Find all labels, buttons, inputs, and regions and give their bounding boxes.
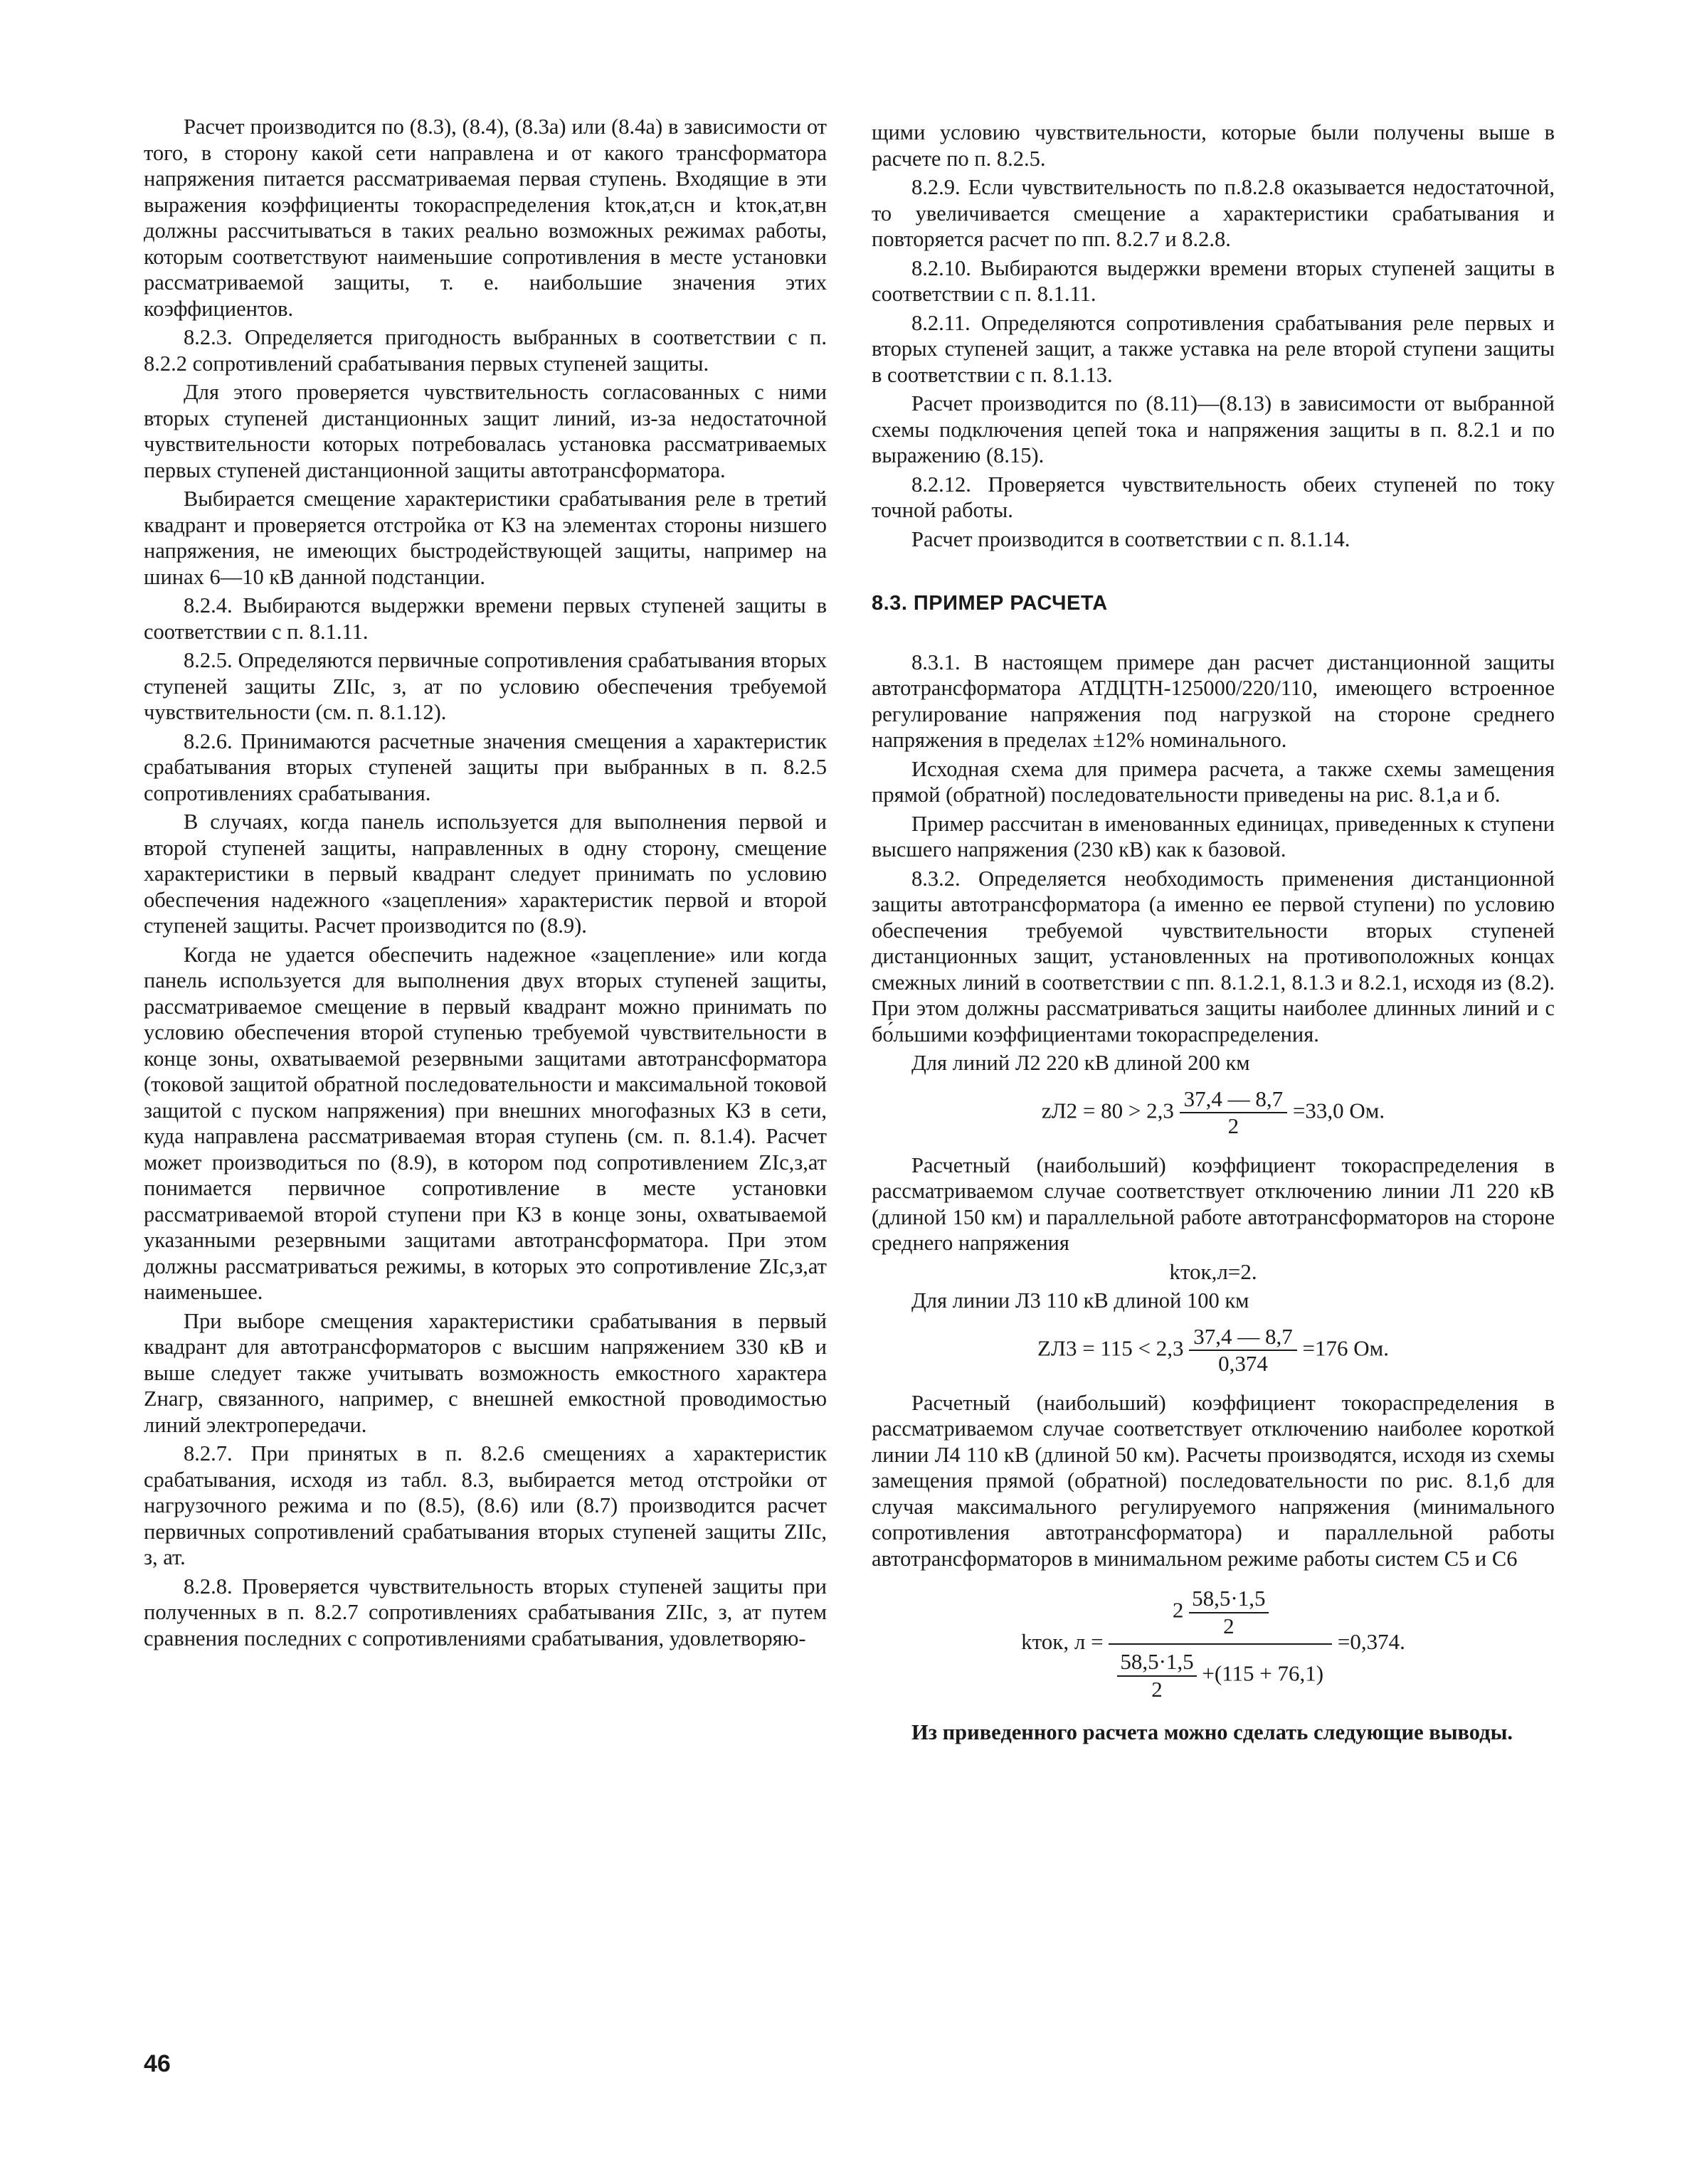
paragraph-l1: Расчет производится по (8.3), (8.4), (8.3а) или (8.4а) в зависимости от того, в сторону какой сети направлена и от какого трансформатора напряжения питается рассматриваемая первая ступень. Входящие в эти выражения коэффициенты токораспределения kток,ат,сн и kток,ат,вн должны рассчитываться в таких реально возможных режимах работы, которым соответствуют наименьшие сопротивления в месте установки рассматриваемой защиты, т. е. наибольшие значения этих коэффициентов.: [144, 115, 827, 321]
formula-zl3: [872, 1324, 1555, 1377]
paragraph-r14: Расчетный (наибольший) коэффициент токораспределения в рассматриваемом случае соответствует отключению наиболее короткой линии Л4 110 кВ (длиной 50 км). Расчеты производятся, исходя из схемы замещения прямой (обратной) последовательности по рис. 8.1,б для случая максимального регулируемого напряжения (минимального сопротивления автотрансформатора) и параллельной работы автотрансформаторов в минимальном режиме работы систем С5 и С6: [872, 1390, 1555, 1571]
paragraph-r5: Расчет производится по (8.11)—(8.13) в зависимости от выбранной схемы подключения цепей тока и напряжения защиты в п. 8.2.1 и по выражению (8.15).: [872, 391, 1555, 467]
right-paragraphs-mid: [872, 1152, 1555, 1256]
formula-k-top-den: 2: [1223, 1613, 1235, 1638]
formula-k-denominator: [1109, 1645, 1332, 1702]
paragraph-r12: Для линий Л2 220 кВ длиной 200 км: [911, 1051, 1250, 1075]
paragraph-l12: 8.2.8. Проверяется чувствительность вторых ступеней защиты при полученных в п. 8.2.7 сопротивлениях срабатывания ZIIс, з, ат путем сравнения последних с сопротивлениями срабатывания, удовлетворяю-: [144, 1574, 827, 1650]
line-l3-caption: Для линии Л3 110 кВ длиной 100 км: [911, 1288, 1249, 1313]
formula-zl3-fraction: [1189, 1324, 1297, 1377]
formula-k-bot-add: +(115 + 76,1): [1202, 1660, 1324, 1686]
paragraph-r2: 8.2.9. Если чувствительность по п.8.2.8 оказывается недостаточной, то увеличивается смещение a характеристики срабатывания и повторяется расчет по пп. 8.2.7 и 8.2.8.: [872, 175, 1555, 251]
paragraph-r4: 8.2.11. Определяются сопротивления срабатывания реле первых и вторых ступеней защит, а также уставка на реле второй ступени защиты в соответствии с п. 8.1.13.: [872, 310, 1555, 387]
formula-k-rhs: =0,374.: [1337, 1629, 1405, 1655]
paragraph-l11: 8.2.7. При принятых в п. 8.2.6 смещениях a характеристик срабатывания, исходя из табл. 8.3, выбирается метод отстройки от нагрузочного режима и по (8.5), (8.6) или (8.7) производится расчет первичных сопротивлений срабатывания вторых ступеней защиты ZIIс, з, ат.: [144, 1441, 827, 1569]
right-column: [872, 120, 1555, 1749]
paragraph-l2: 8.2.3. Определяется пригодность выбранных в соответствии с п. 8.2.2 сопротивлений срабатывания первых ступеней защиты.: [144, 325, 827, 376]
paragraph-l5: 8.2.4. Выбираются выдержки времени первых ступеней защиты в соответствии с п. 8.1.11.: [144, 593, 827, 644]
formula-k-coef: 2: [1172, 1597, 1184, 1623]
formula-k-top-fraction: [1189, 1586, 1268, 1639]
paragraph-r7: Расчет производится в соответствии с п. 8.1.14.: [911, 526, 1350, 551]
right-paragraphs-low: [872, 1390, 1555, 1572]
formula-k-lhs: kток, л =: [1021, 1629, 1104, 1655]
formula-zl2: [872, 1086, 1555, 1140]
formula-zl3-lhs: ZЛ3 = 115 < 2,3: [1037, 1335, 1184, 1361]
paragraph-r10: Пример рассчитан в именованных единицах, приведенных к ступени высшего напряжения (230 кВ) как к базовой.: [872, 811, 1555, 862]
paragraph-r3: 8.2.10. Выбираются выдержки времени вторых ступеней защиты в соответствии с п. 8.1.11.: [872, 255, 1555, 306]
paragraph-r13: Расчетный (наибольший) коэффициент токораспределения в рассматриваемом случае соответствует отключению линии Л1 220 кВ (длиной 150 км) и параллельной работе автотрансформаторов на стороне среднего напряжения: [872, 1152, 1555, 1255]
page-number: 46: [144, 2050, 171, 2077]
formula-zl3-denominator: 0,374: [1218, 1351, 1268, 1376]
formula-k-bot-fraction: [1117, 1649, 1196, 1702]
formula-k-bot-num: 58,5·1,5: [1117, 1649, 1196, 1677]
paragraph-r9: Исходная схема для примера расчета, а также схемы замещения прямой (обратной) последовательности приведены на рис. 8.1,а и б.: [872, 756, 1555, 807]
paragraph-l9: Когда не удается обеспечить надежное «зацепление» или когда панель используется для выполнения двух вторых ступеней защиты, рассматриваемое смещение в первый квадрант можно принимать по условию обеспечения второй ступенью требуемой чувствительности в конце зоны, охватываемой резервными защитами автотрансформатора (токовой защитой обратной последовательности и максимальной токовой защитой с пуском напряжения) при внешних многофазных КЗ в сети, куда направлена рассматриваемая вторая ступень (см. п. 8.1.4). Расчет может производиться по (8.9), в котором под сопротивлением ZIс,з,ат понимается первичное сопротивление в месте установки рассматриваемой второй ступени при КЗ в конце зоны, охватываемой указанными резервными защитами автотрансформатора. При этом должны рассматриваться режимы, в которых это сопротивление ZIс,з,ат наименьшее.: [144, 942, 827, 1304]
right-paragraphs-intro: [872, 650, 1555, 1076]
right-paragraphs-top: [872, 120, 1555, 552]
formula-k-bot-den: 2: [1151, 1676, 1163, 1702]
conclusion-line: Из приведенного расчета можно сделать следующие выводы.: [911, 1720, 1513, 1744]
paragraph-l7: 8.2.6. Принимаются расчетные значения смещения a характеристик срабатывания вторых ступеней защиты при выбранных в п. 8.2.5 сопротивлениях срабатывания.: [144, 728, 827, 805]
paragraph-l8: В случаях, когда панель используется для выполнения первой и второй ступеней защиты, направленных в одну сторону, смещение характеристики в первый квадрант следует принимать по условию обеспечения надежного «зацепления» характеристик первой и второй ступеней защиты. Расчет производится по (8.9).: [144, 810, 827, 938]
paragraph-l3: Для этого проверяется чувствительность согласованных с ними вторых ступеней дистанционных защит линий, из-за недостаточной чувствительности которых потребовалась установка рассматриваемых первых ступеней дистанционной защиты автотрансформатора.: [144, 380, 827, 482]
paragraph-r8: 8.3.1. В настоящем примере дан расчет дистанционной защиты автотрансформатора АТДЦТН-125000/220/110, имеющего встроенное регулирование напряжения под нагрузкой на стороне среднего напряжения в пределах ±12% номинального.: [872, 650, 1555, 752]
paragraph-r11: 8.3.2. Определяется необходимость применения дистанционной защиты автотрансформатора (а именно ее первой ступени) по условию обеспечения требуемой чувствительности вторых ступеней дистанционных защит, установленных на противоположных концах смежных линий в соответствии с пп. 8.1.2.1, 8.1.3 и 8.2.1, исходя из (8.2). При этом должны рассматриваться защиты наиболее длинных линий и с бо́льшими коэффициентами токораспределения.: [872, 866, 1555, 1046]
formula-zl3-rhs: =176 Ом.: [1302, 1335, 1390, 1361]
formula-zl2-lhs: zЛ2 = 80 > 2,3: [1041, 1098, 1174, 1123]
paragraph-l4: Выбирается смещение характеристики срабатывания реле в третий квадрант и проверяется отстройка от КЗ на элементах стороны низшего напряжения, не имеющих быстродействующей защиты, например на шинах 6—10 кВ данной подстанции.: [144, 487, 827, 589]
formula-k-tok: kток,л=2.: [1169, 1258, 1257, 1284]
formula-k-numerator: [1109, 1586, 1332, 1645]
paragraph-l10: При выборе смещения характеристики срабатывания в первый квадрант для автотрансформаторов с высшим напряжением 330 кВ и выше следует также учитывать возможность емкостного характера Zнагр, связанного, например, с внешней емкостной проводимостью линий электропередачи.: [144, 1308, 827, 1437]
formula-zl2-numerator: 37,4 — 8,7: [1180, 1086, 1288, 1114]
formula-zl2-rhs: =33,0 Ом.: [1292, 1098, 1385, 1123]
paragraph-r1: щими условию чувствительности, которые были получены выше в расчете по п. 8.2.5.: [872, 120, 1555, 171]
formula-zl3-numerator: 37,4 — 8,7: [1189, 1324, 1297, 1352]
formula-k-top-num: 58,5·1,5: [1189, 1586, 1268, 1613]
paragraph-r6: 8.2.12. Проверяется чувствительность обеих ступеней по току точной работы.: [872, 472, 1555, 522]
left-column: [144, 114, 827, 1654]
formula-zl2-fraction: [1180, 1086, 1288, 1140]
section-heading: 8.3. ПРИМЕР РАСЧЕТА: [872, 592, 1108, 615]
formula-k-tok-l: [872, 1586, 1555, 1702]
paragraph-l6: 8.2.5. Определяются первичные сопротивления срабатывания вторых ступеней защиты ZIIс, з, ат по условию обеспечения требуемой чувствительности (см. п. 8.1.12).: [144, 648, 827, 724]
formula-k-big-fraction: [1109, 1586, 1332, 1702]
formula-zl2-denominator: 2: [1227, 1113, 1239, 1138]
